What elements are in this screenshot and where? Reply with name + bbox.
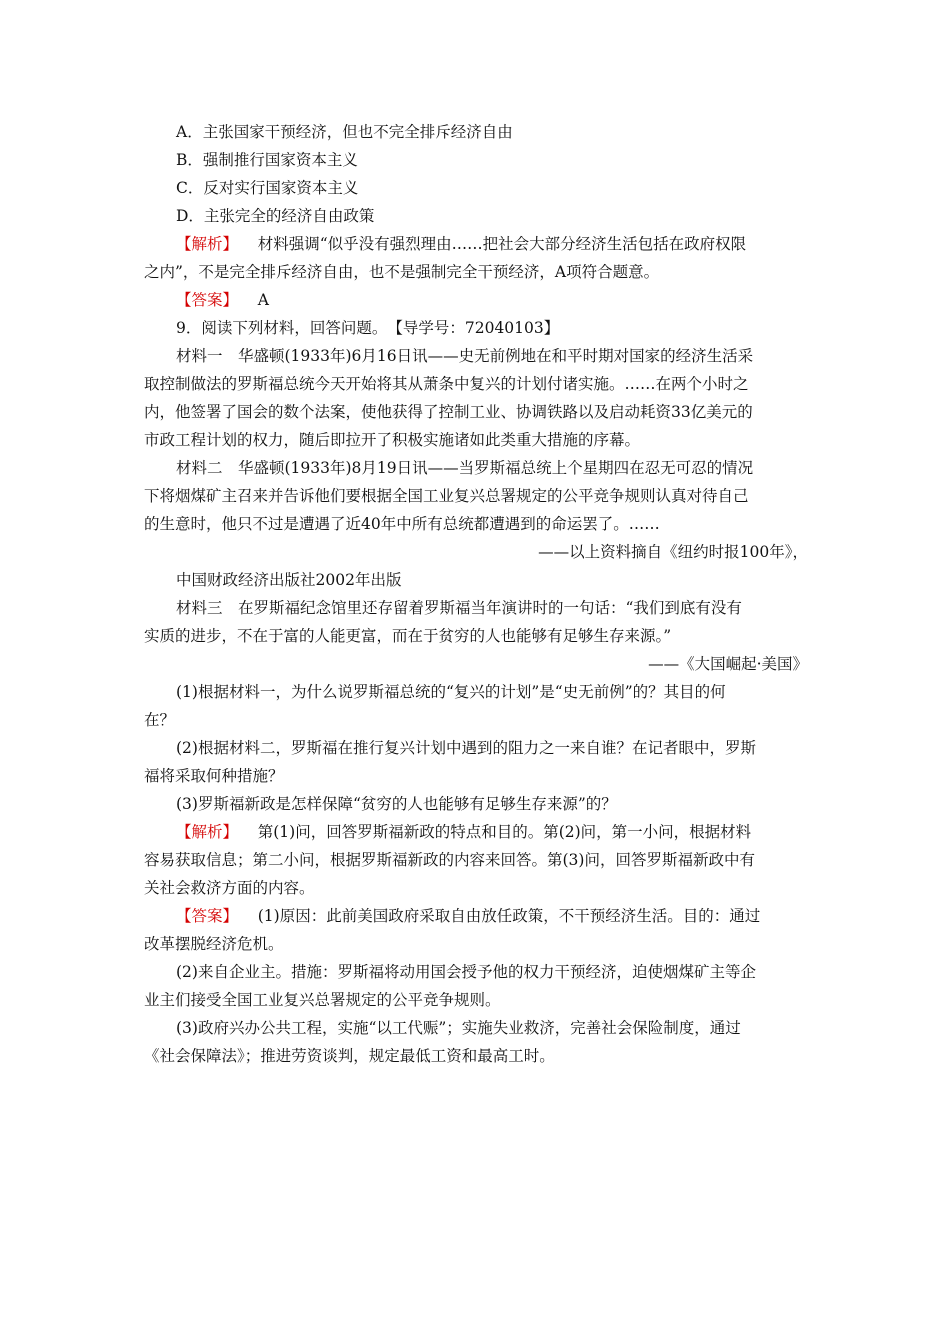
question-1: (1)根据材料一，为什么说罗斯福总统的“复兴的计划”是“史无前例”的？其目的何 <box>176 683 726 701</box>
answer-text: A <box>257 291 269 309</box>
q8-analysis-cont: 之内”，不是完全排斥经济自由，也不是强制完全干预经济，A项符合题意。 <box>144 263 660 281</box>
answer-2: (2)来自企业主。措施：罗斯福将动用国会授予他的权力干预经济，迫使烟煤矿主等企 <box>176 963 756 981</box>
analysis-label: 【解析】 <box>176 235 239 253</box>
material-2-source: ——以上资料摘自《纽约时报100年》， <box>538 543 808 561</box>
question-3: (3)罗斯福新政是怎样保障“贫穷的人也能够有足够生存来源”的？ <box>176 795 617 813</box>
option-b: B．强制推行国家资本主义 <box>176 151 358 169</box>
option-a: A．主张国家干预经济，但也不完全排斥经济自由 <box>176 123 513 141</box>
material-1-line: 内，他签署了国会的数个法案，使他获得了控制工业、协调铁路以及启动耗资33亿美元的 <box>144 403 753 421</box>
q9-analysis-cont: 关社会救济方面的内容。 <box>144 879 315 897</box>
q8-answer <box>176 286 269 314</box>
material-1: 材料一 华盛顿(1933年)6月16日讯——史无前例地在和平时期对国家的经济生活采 <box>176 347 754 365</box>
answer-1-cont: 改革摆脱经济危机。 <box>144 935 284 953</box>
q9-header: 9．阅读下列材料，回答问题。 【导学号：72040103】 <box>176 319 560 337</box>
q9-analysis-cont: 容易获取信息；第二小问，根据罗斯福新政的内容来回答。第(3)问，回答罗斯福新政中有 <box>144 851 755 869</box>
material-2-line: 的生意时，他只不过是遭遇了近40年中所有总统都遭遇到的命运罢了。…… <box>144 515 660 533</box>
answer-text: (1)原因：此前美国政府采取自由放任政策，不干预经济生活。目的：通过 <box>257 907 761 925</box>
q9-answer <box>176 902 760 930</box>
material-3: 材料三 在罗斯福纪念馆里还存留着罗斯福当年演讲时的一句话：“我们到底有没有 <box>176 599 742 617</box>
material-1-line: 市政工程计划的权力，随后即拉开了积极实施诸如此类重大措施的序幕。 <box>144 431 641 449</box>
q9-analysis <box>176 818 751 846</box>
analysis-text: 材料强调“似乎没有强烈理由……把社会大部分经济生活包括在政府权限 <box>257 235 747 253</box>
option-d: D．主张完全的经济自由政策 <box>176 207 375 225</box>
analysis-label: 【解析】 <box>176 823 239 841</box>
material-2-line: 下将烟煤矿主召来并告诉他们要根据全国工业复兴总署规定的公平竞争规则认真对待自己 <box>144 487 749 505</box>
material-2-source-cont: 中国财政经济出版社2002年出版 <box>176 571 402 589</box>
material-1-line: 取控制做法的罗斯福总统今天开始将其从萧条中复兴的计划付诸实施。……在两个小时之 <box>144 375 749 393</box>
question-2-cont: 福将采取何种措施？ <box>144 767 284 785</box>
material-3-line: 实质的进步，不在于富的人能更富，而在于贫穷的人也能够有足够生存来源。” <box>144 627 672 645</box>
answer-3-cont: 《社会保障法》；推进劳资谈判，规定最低工资和最高工时。 <box>144 1047 555 1065</box>
analysis-text: 第(1)问，回答罗斯福新政的特点和目的。第(2)问，第一小问，根据材料 <box>257 823 752 841</box>
answer-label: 【答案】 <box>176 907 239 925</box>
option-c: C．反对实行国家资本主义 <box>176 179 359 197</box>
answer-2-cont: 业主们接受全国工业复兴总署规定的公平竞争规则。 <box>144 991 501 1009</box>
question-2: (2)根据材料二，罗斯福在推行复兴计划中遇到的阻力之一来自谁？在记者眼中，罗斯 <box>176 739 756 757</box>
answer-label: 【答案】 <box>176 291 239 309</box>
answer-3: (3)政府兴办公共工程，实施“以工代赈”；实施失业救济，完善社会保险制度，通过 <box>176 1019 741 1037</box>
q8-analysis <box>176 230 746 258</box>
material-3-source: ——《大国崛起·美国》 <box>648 655 808 673</box>
question-1-cont: 在？ <box>144 711 176 729</box>
material-2: 材料二 华盛顿(1933年)8月19日讯——当罗斯福总统上个星期四在忍无可忍的情况 <box>176 459 754 477</box>
